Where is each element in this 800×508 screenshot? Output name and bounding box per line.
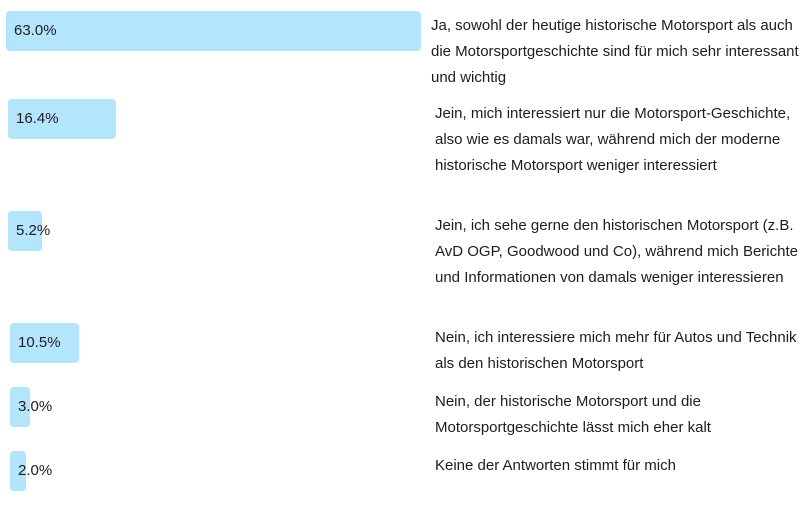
answer-label: Nein, der historische Motorsport und die Motorsportgeschichte lässt mich eher kalt [435, 393, 711, 436]
answer-label: Jein, ich sehe gerne den historischen Motorsport (z.B. AvD OGP, Goodwood und Co), während mich Berichte und Informationen von damals weniger interessieren [435, 217, 798, 286]
percentage-label: 3.0% [18, 398, 53, 415]
bar-track [6, 11, 426, 51]
percentage-label: 10.5% [18, 334, 61, 351]
percentage-label: 16.4% [16, 110, 59, 127]
answer-label: Ja, sowohl der heutige historische Motorsport als auch die Motorsportgeschichte sind für mich sehr interessant und wichtig [431, 17, 799, 86]
bar-track [10, 387, 430, 427]
percentage-label: 5.2% [16, 222, 51, 239]
answer-label: Nein, ich interessiere mich mehr für Autos und Technik als den historischen Motorsport [435, 329, 797, 372]
percentage-label: 63.0% [14, 22, 57, 39]
answer-label: Keine der Antworten stimmt für mich [435, 457, 676, 474]
bar-track [10, 323, 430, 363]
bar [6, 11, 421, 51]
percentage-label: 2.0% [18, 462, 53, 479]
bar-track [8, 211, 428, 251]
bar-track [10, 451, 430, 491]
answer-label: Jein, mich interessiert nur die Motorsport-Geschichte, also wie es damals war, während mich der moderne historische Motorsport weniger interessiert [435, 105, 791, 174]
bar-track [8, 99, 428, 139]
